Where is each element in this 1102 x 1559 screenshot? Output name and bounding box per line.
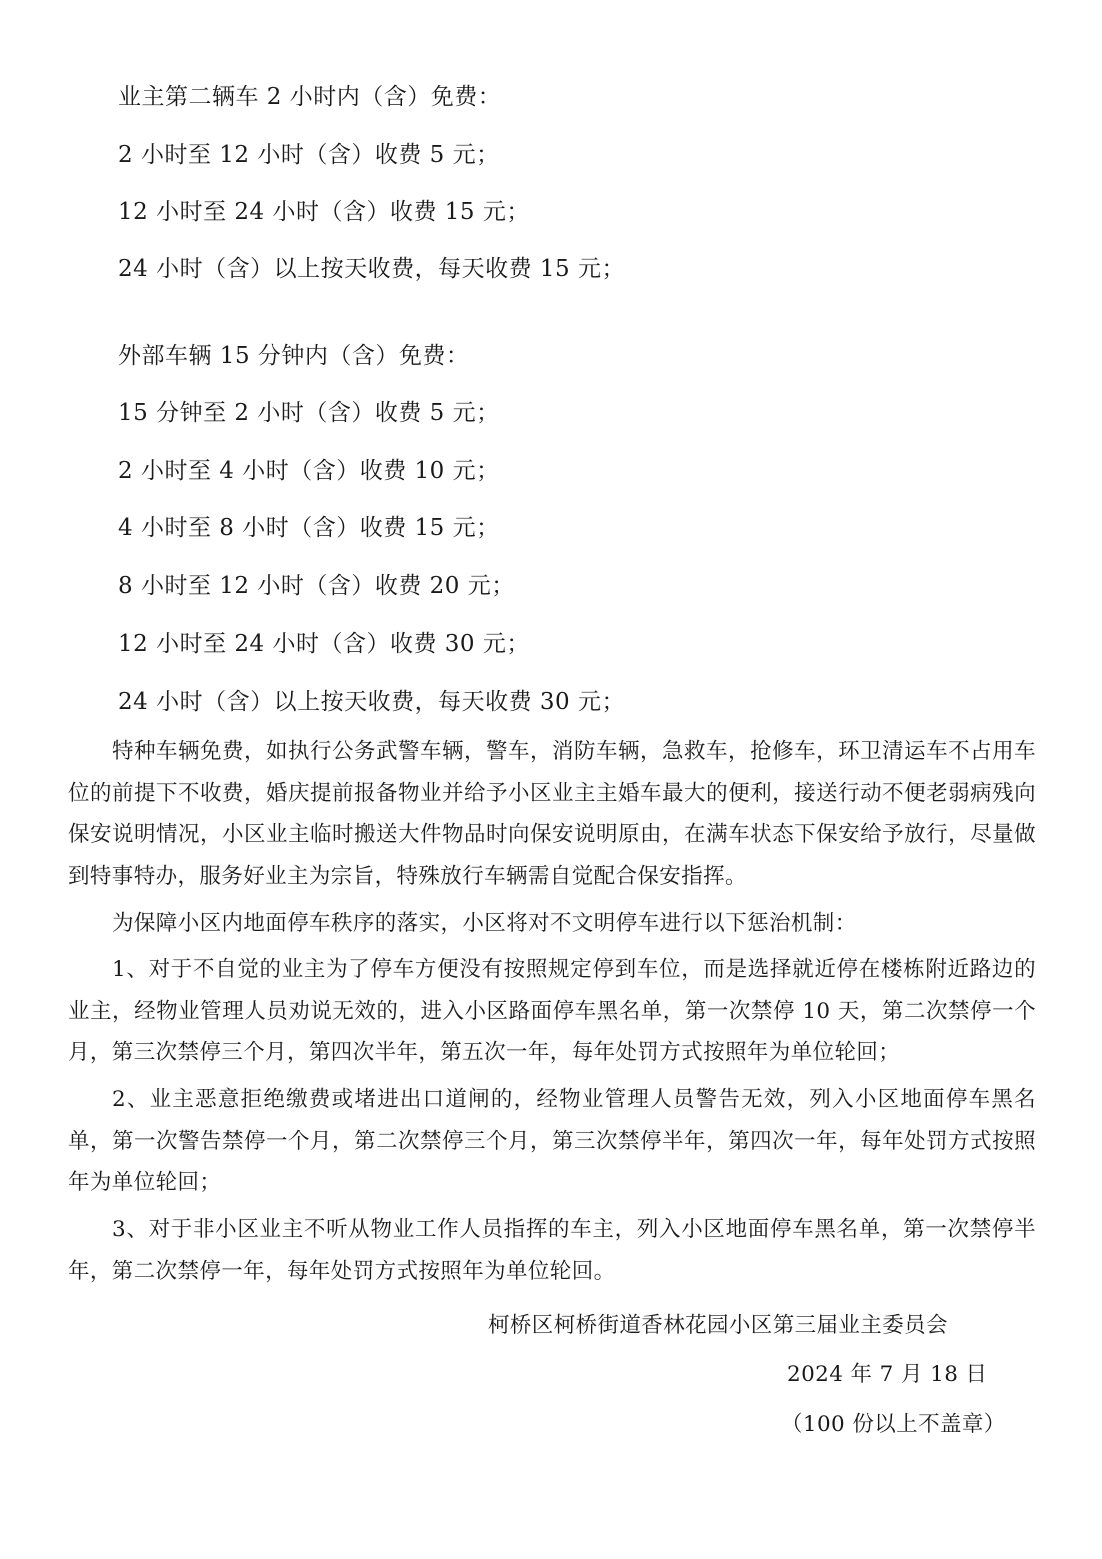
signature-organization: 柯桥区柯桥街道香林花园小区第三届业主委员会 — [488, 1313, 948, 1338]
external-vehicles-heading: 外部车辆 15 分钟内（含）免费： — [118, 343, 470, 369]
owner-rate-line: 2 小时至 12 小时（含）收费 5 元； — [118, 142, 500, 168]
penalty-intro-paragraph: 为保障小区内地面停车秩序的落实，小区将对不文明停车进行以下惩治机制： — [112, 911, 857, 936]
owner-rate-line: 12 小时至 24 小时（含）收费 15 元； — [118, 199, 530, 225]
signature-note: （100 份以上不盖章） — [781, 1412, 1006, 1437]
penalty-item-1: 1、对于不自觉的业主为了停车方便没有按照规定停到车位，而是选择就近停在楼栋附近路边的业主，经物业管理人员劝说无效的，进入小区路面停车黑名单，第一次禁停 10 天，第二次禁停一个月，第三次禁停三个月，第四次半年，第五次一年，每年处罚方式按照年为单位轮回； — [68, 957, 1036, 1065]
signature-date: 2024 年 7 月 18 日 — [787, 1362, 988, 1387]
owner-second-car-heading: 业主第二辆车 2 小时内（含）免费： — [118, 84, 502, 110]
external-rate-line: 12 小时至 24 小时（含）收费 30 元； — [118, 631, 530, 657]
external-rate-line: 4 小时至 8 小时（含）收费 15 元； — [118, 515, 500, 541]
external-rate-line: 24 小时（含）以上按天收费，每天收费 30 元； — [118, 689, 625, 715]
external-rate-line: 8 小时至 12 小时（含）收费 20 元； — [118, 573, 515, 599]
penalty-item-3: 3、对于非小区业主不听从物业工作人员指挥的车主，列入小区地面停车黑名单，第一次禁停半年，第二次禁停一年，每年处罚方式按照年为单位轮回。 — [68, 1217, 1036, 1284]
penalty-item-2: 2、业主恶意拒绝缴费或堵进出口道闸的，经物业管理人员警告无效，列入小区地面停车黑名单，第一次警告禁停一个月，第二次禁停三个月，第三次禁停半年，第四次一年，每年处罚方式按照年为单位轮回； — [68, 1087, 1036, 1195]
external-rate-line: 2 小时至 4 小时（含）收费 10 元； — [118, 458, 500, 484]
owner-rate-line: 24 小时（含）以上按天收费，每天收费 15 元； — [118, 256, 625, 282]
special-vehicles-paragraph: 特种车辆免费，如执行公务武警车辆，警车，消防车辆，急救车，抢修车，环卫清运车不占用车位的前提下不收费，婚庆提前报备物业并给予小区业主主婚车最大的便利，接送行动不便老弱病残向保安说明情况，小区业主临时搬送大件物品时向保安说明原由，在满车状态下保安给予放行，尽量做到特事特办，服务好业主为宗旨，特殊放行车辆需自觉配合保安指挥。 — [68, 739, 1036, 889]
external-rate-line: 15 分钟至 2 小时（含）收费 5 元； — [118, 400, 500, 426]
